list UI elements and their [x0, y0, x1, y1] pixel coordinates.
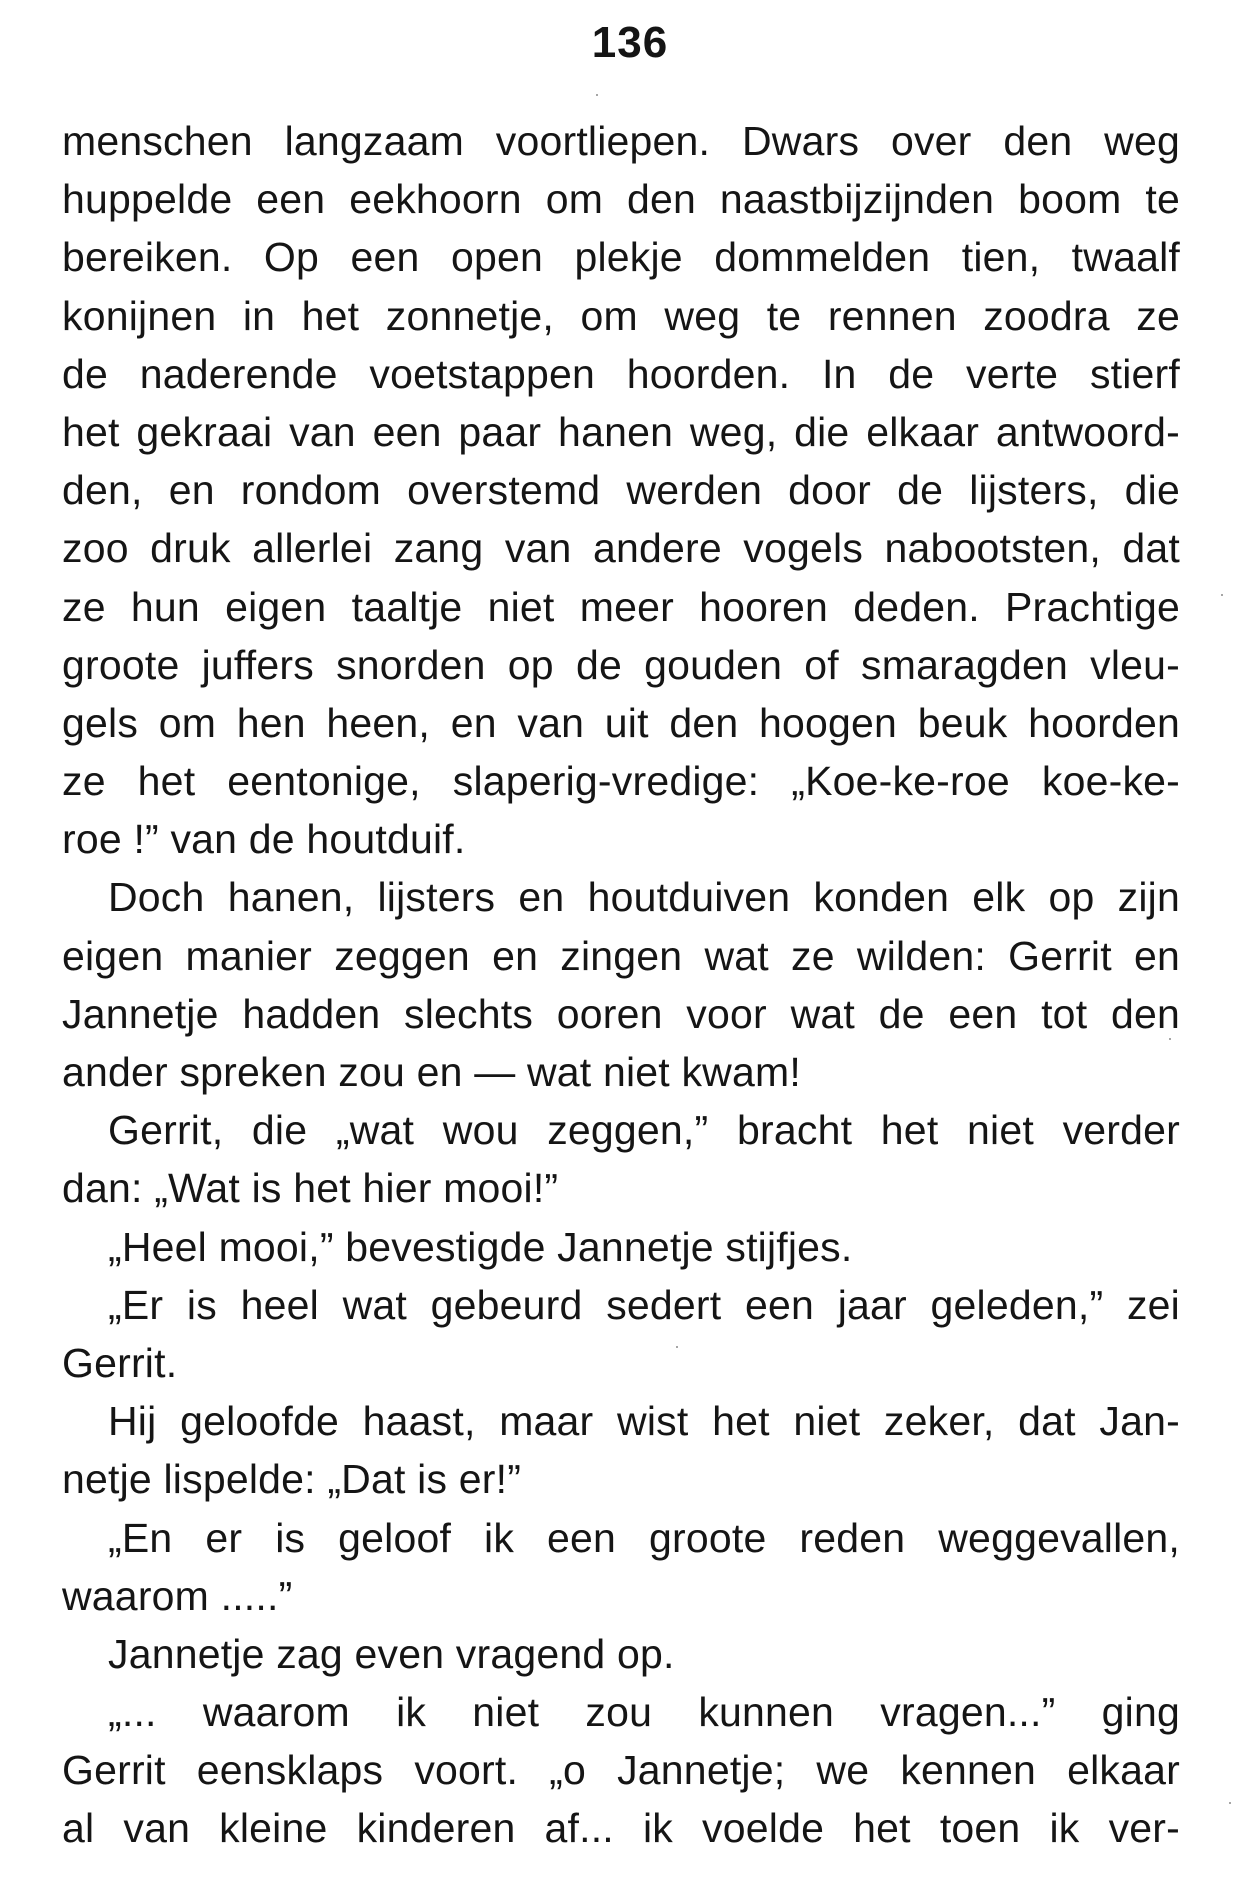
text-line: Gerrit eensklaps voort. „o Jannetje; we kennen elkaar — [62, 1747, 1180, 1794]
paragraph-start-line: Jannetje zag even vragend op. — [108, 1630, 675, 1677]
paragraph-start-line: Gerrit, die „wat wou zeggen,” bracht het niet verder — [108, 1107, 1180, 1154]
text-line: ander spreken zou en — wat niet kwam! — [62, 1049, 801, 1095]
print-speck — [596, 94, 598, 96]
print-speck — [1229, 1802, 1231, 1804]
text-line: bereiken. Op een open plekje dommelden tien, twaalf — [62, 234, 1180, 281]
text-line: Jannetje hadden slechts ooren voor wat de een tot den — [62, 990, 1180, 1037]
text-line: gels om hen heen, en van uit den hoogen beuk hoorden — [62, 699, 1180, 746]
text-line: huppelde een eekhoorn om den naastbijzijnden boom te — [62, 176, 1180, 223]
text-line: eigen manier zeggen en zingen wat ze wilden: Gerrit en — [62, 932, 1180, 979]
print-speck — [1169, 1038, 1171, 1040]
text-line: de naderende voetstappen hoorden. In de verte stierf — [62, 350, 1180, 397]
text-line: ze hun eigen taaltje niet meer hooren deden. Prachtige — [62, 583, 1180, 630]
text-line: menschen langzaam voortliepen. Dwars over den weg — [62, 118, 1180, 164]
text-line: ze het eentonige, slaperig-vredige: „Koe-ke-roe koe-ke- — [62, 758, 1180, 805]
text-line: Gerrit. — [62, 1339, 178, 1386]
text-line: roe !” van de houtduif. — [62, 816, 466, 863]
text-line: zoo druk allerlei zang van andere vogels nabootsten, dat — [62, 525, 1180, 572]
paragraph-start-line: Doch hanen, lijsters en houtduiven konden elk op zijn — [108, 874, 1180, 921]
page-number: 136 — [591, 18, 669, 67]
text-line: al van kleine kinderen af... ik voelde het toen ik ver- — [62, 1805, 1180, 1852]
body-text — [62, 112, 1180, 1858]
text-line: den, en rondom overstemd werden door de lijsters, die — [62, 467, 1180, 514]
paragraph-start-line: „... waarom ik niet zou kunnen vragen...” ging — [108, 1689, 1180, 1736]
text-line: het gekraai van een paar hanen weg, die elkaar antwoord- — [62, 408, 1180, 455]
paragraph-start-line: „Heel mooi,” bevestigde Jannetje stijfjes. — [108, 1223, 853, 1270]
print-speck — [1221, 594, 1223, 596]
text-line: groote juffers snorden op de gouden of smaragden vleu- — [62, 641, 1180, 688]
text-line: waarom .....” — [62, 1572, 293, 1619]
print-speck — [676, 1346, 678, 1348]
paragraph-start-line: „En er is geloof ik een groote reden weggevallen, — [108, 1514, 1180, 1561]
text-line: netje lispelde: „Dat is er!” — [62, 1456, 522, 1503]
paragraph-start-line: „Er is heel wat gebeurd sedert een jaar geleden,” zei — [108, 1281, 1180, 1328]
text-line: konijnen in het zonnetje, om weg te rennen zoodra ze — [62, 292, 1180, 339]
paragraph-start-line: Hij geloofde haast, maar wist het niet zeker, dat Jan- — [108, 1398, 1180, 1445]
text-line: dan: „Wat is het hier mooi!” — [62, 1165, 559, 1212]
